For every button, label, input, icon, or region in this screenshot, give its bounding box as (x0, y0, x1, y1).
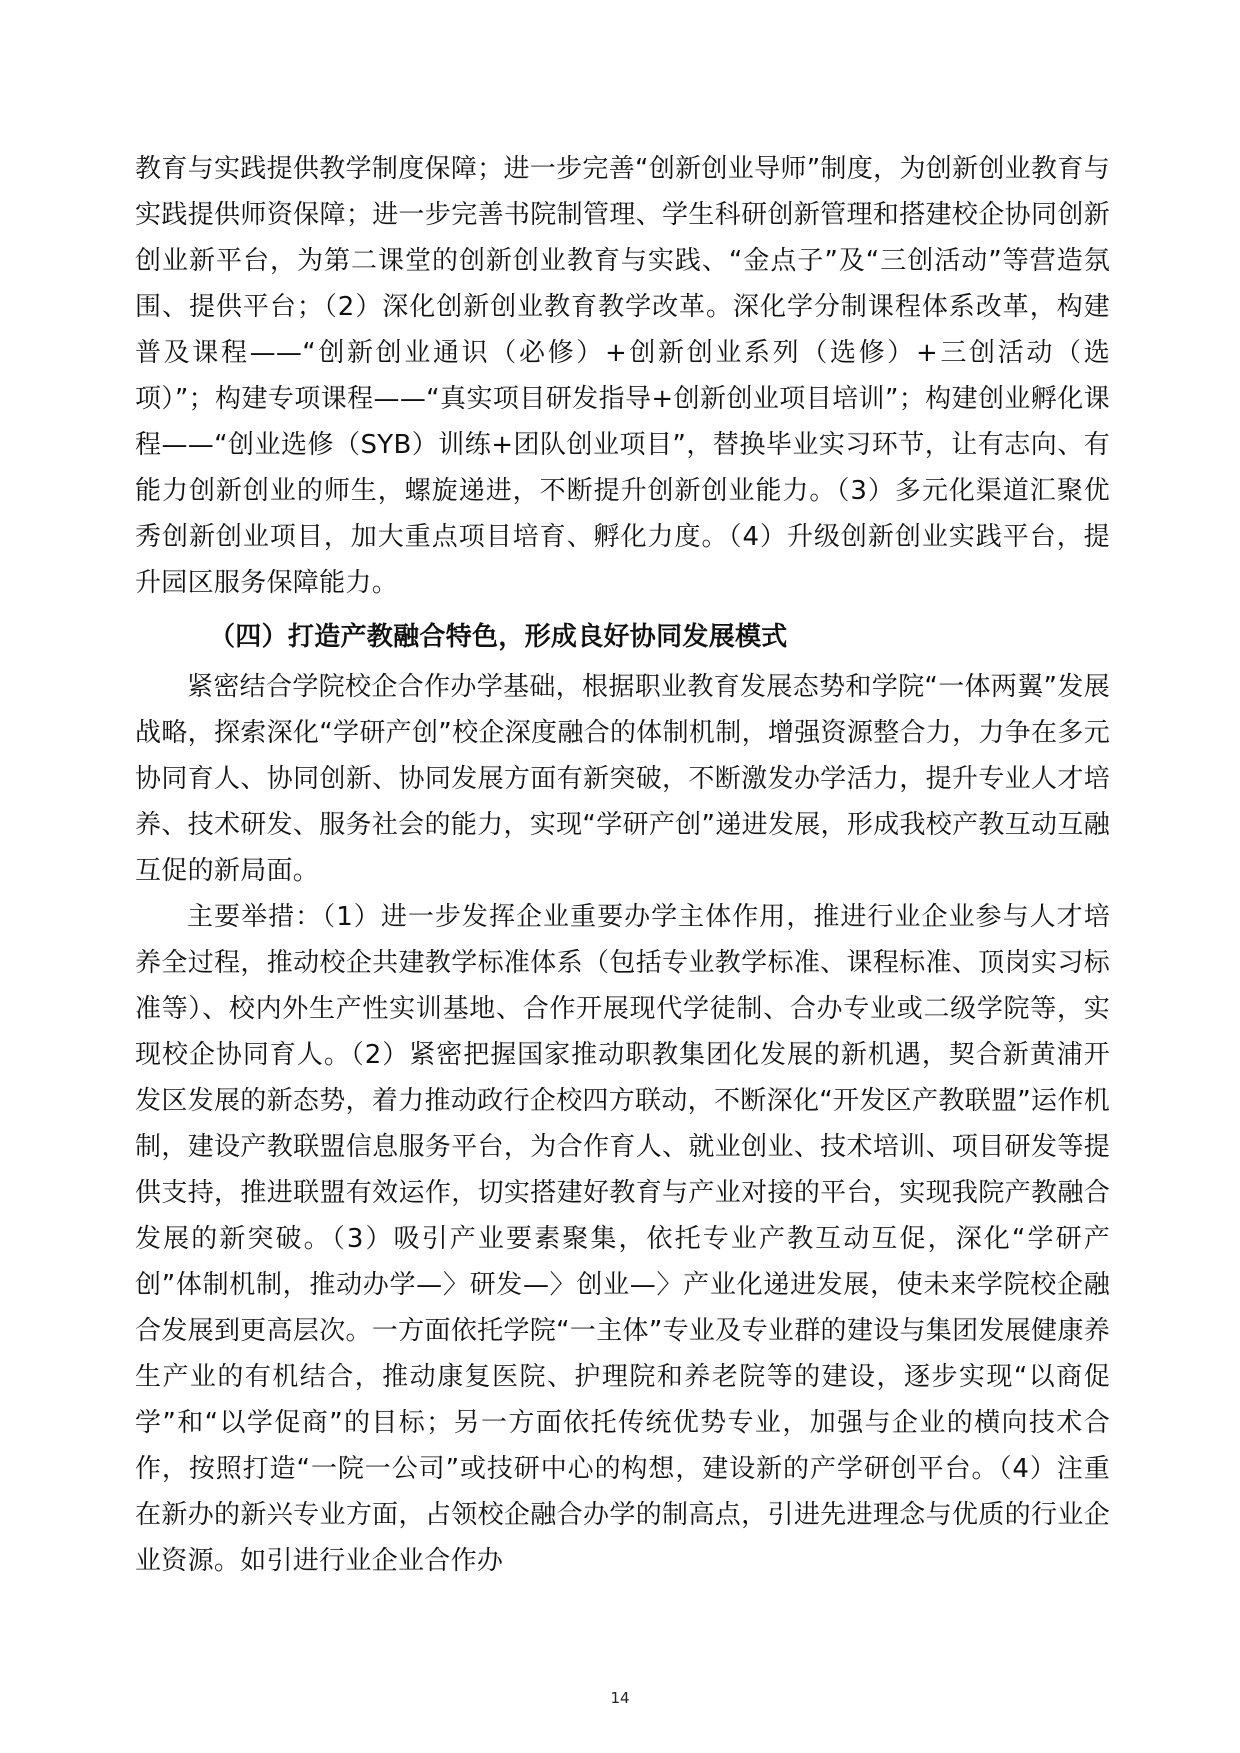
paragraph-main-measures: 主要举措：（1）进一步发挥企业重要办学主体作用，推进行业企业参与人才培养全过程，推动校企共建教学标准体系（包括专业教学标准、课程标准、顶岗实习标准等）、校内外生产性实训基地、合作开展现代学徒制、合办专业或二级学院等，实现校企协同育人。（2）紧密把握国家推动职教集团化发展的新机遇，契合新黄浦开发区发展的新态势，着力推动政行企校四方联动，不断深化“开发区产教联盟”运作机制，建设产教联盟信息服务平台，为合作育人、就业创业、技术培训、项目研发等提供支持，推进联盟有效运作，切实搭建好教育与产业对接的平台，实现我院产教融合发展的新突破。（3）吸引产业要素聚集，依托专业产教互动互促，深化“学研产创”体制机制，推动办学—〉研发—〉创业—〉产业化递进发展，使未来学院校企融合发展到更高层次。一方面依托学院“一主体”专业及专业群的建设与集团发展健康养生产业的有机结合，推动康复医院、护理院和养老院等的建设，逐步实现“以商促学”和“以学促商”的目标；另一方面依托传统优势专业，加强与企业的横向技术合作，按照打造“一院一公司”或技研中心的构想，建设新的产学研创平台。（4）注重在新办的新兴专业方面，占领校企融合办学的制高点，引进先进理念与优质的行业企业资源。如引进行业企业合作办 (135, 902, 1110, 1576)
section-heading-4: （四）打造产教融合特色，形成良好协同发展模式 (209, 622, 788, 652)
document-page (135, 146, 1110, 1584)
page-number: 14 (610, 1689, 630, 1707)
paragraph-innovation-measures: 教育与实践提供教学制度保障；进一步完善“创新创业导师”制度，为创新创业教育与实践提供师资保障；进一步完善书院制管理、学生科研创新管理和搭建校企协同创新创业新平台，为第二课堂的创新创业教育与实践、“金点子”及“三创活动”等营造氛围、提供平台；（2）深化创新创业教育教学改革。深化学分制课程体系改革，构建普及课程——“创新创业通识（必修）+创新创业系列（选修）+三创活动（选项）”；构建专项课程——“真实项目研发指导+创新创业项目培训”；构建创业孵化课程——“创业选修（SYB）训练+团队创业项目”，替换毕业实习环节，让有志向、有能力创新创业的师生，螺旋递进，不断提升创新创业能力。（3）多元化渠道汇聚优秀创新创业项目，加大重点项目培育、孵化力度。（4）升级创新创业实践平台，提升园区服务保障能力。 (135, 154, 1110, 598)
paragraph-integration-overview: 紧密结合学院校企合作办学基础，根据职业教育发展态势和学院“一体两翼”发展战略，探索深化“学研产创”校企深度融合的体制机制，增强资源整合力，力争在多元协同育人、协同创新、协同发展方面有新突破，不断激发办学活力，提升专业人才培养、技术研发、服务社会的能力，实现“学研产创”递进发展，形成我校产教互动互融互促的新局面。 (135, 672, 1110, 886)
